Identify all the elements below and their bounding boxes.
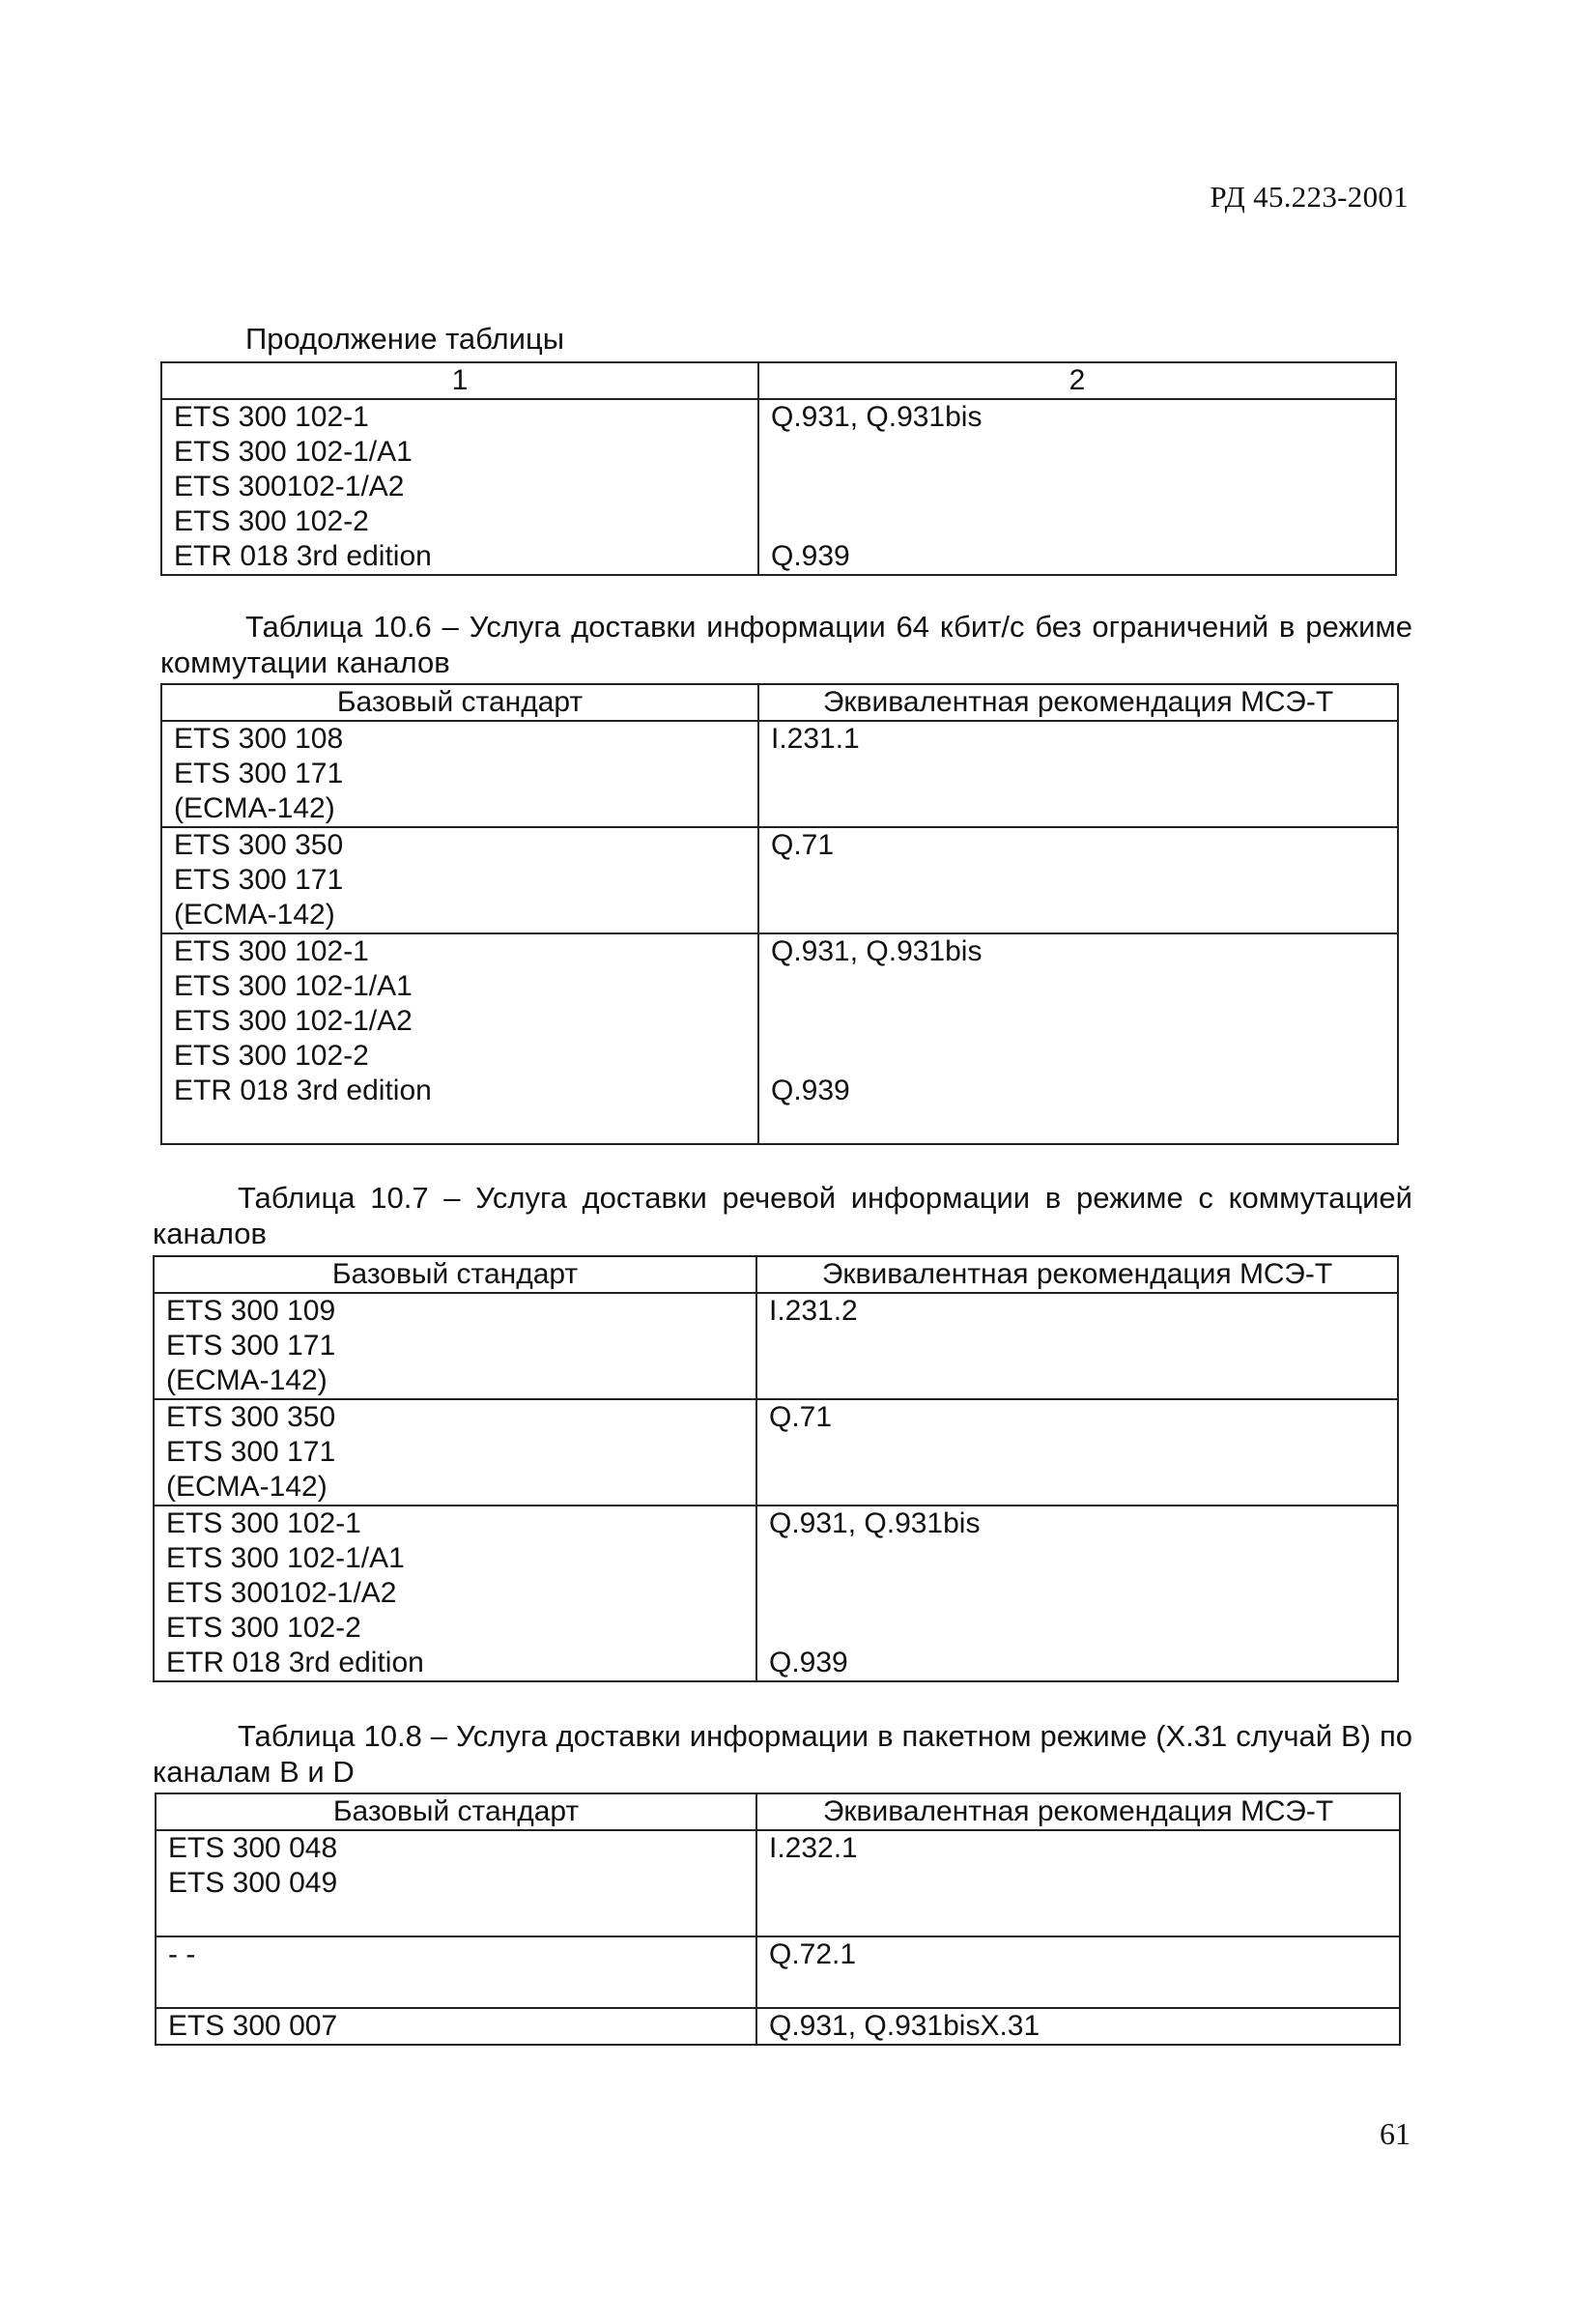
table-continuation [160,361,1397,576]
base-standard-cell [154,1293,756,1399]
cell-line: ETS 300 007 [168,2010,338,2042]
table-row [161,399,1396,575]
cell-line [769,1611,1385,1646]
cell-line: ETS 300 102-1/A2 [174,1005,413,1037]
cell-line: I.231.2 [769,1295,858,1327]
table-row [161,721,1398,827]
recommendation-cell [758,827,1398,933]
cell-line: Q.71 [769,1401,833,1433]
cell-line: ETS 300 102-1/A1 [166,1542,405,1574]
cell-line: Q.931, Q.931bis [771,401,983,433]
cell-line: ETR 018 3rd edition [166,1647,424,1678]
cell-line: ETS 300 350 [166,1401,336,1433]
page-number: 61 [1380,2116,1411,2151]
cell-line [771,969,1385,1004]
column-header: 2 [758,362,1396,399]
cell-line [771,504,1383,539]
cell-line: ETS 300 102-2 [166,1612,361,1644]
table-row [156,1936,1400,2008]
cell-line [168,1901,744,1936]
cell-line: ETS 300 350 [174,829,344,861]
cell-line: (ECMA-142) [174,899,335,931]
base-standard-cell [156,2008,756,2045]
column-header-itu-recommendation: Эквивалентная рекомендация МСЭ-Т [756,1793,1400,1830]
cell-line: ETS 300 102-1 [166,1507,361,1539]
table-10-6 [160,683,1399,1145]
cell-line: Q.931, Q.931bis [769,1507,981,1539]
cell-line: ETS 300 102-1/A1 [174,970,413,1002]
table-10-6-caption: Таблица 10.6 – Услуга доставки информации 64 кбит/с без ограничений в режиме коммутации каналов [160,610,1412,679]
cell-line [771,470,1383,504]
cell-line: ETS 300 171 [166,1436,336,1468]
table-10-8 [155,1792,1401,2046]
cell-line [168,1972,744,2007]
column-header-itu-recommendation: Эквивалентная рекомендация МСЭ-Т [758,684,1398,721]
base-standard-cell [156,1936,756,2008]
cell-line: (ECMA-142) [166,1364,328,1396]
column-header: 1 [161,362,758,399]
recommendation-cell [758,721,1398,827]
column-header-base-standard: Базовый стандарт [156,1793,756,1830]
table-row [161,933,1398,1144]
base-standard-cell [161,399,758,575]
cell-line [771,1039,1385,1074]
table-cont-caption: Продолжение таблицы [245,322,564,356]
cell-line: Q.72.1 [769,1938,857,1970]
column-header-base-standard: Базовый стандарт [154,1256,756,1293]
cell-line [769,1470,1385,1505]
cell-line: ETS 300 102-1 [174,401,369,433]
base-standard-cell [154,1399,756,1506]
cell-line: ETS 300102-1/A2 [166,1577,397,1609]
cell-line: ETS 300 109 [166,1295,336,1327]
cell-line: Q.939 [769,1647,848,1678]
document-code: РД 45.223-2001 [1210,180,1409,214]
cell-line: I.231.1 [771,723,860,755]
table-10-7-caption: Таблица 10.7 – Услуга доставки речевой информации в режиме с коммутацией каналов [153,1181,1412,1250]
cell-line [771,435,1383,470]
cell-line: Q.939 [771,1075,850,1106]
table-10-7 [153,1255,1399,1682]
table-row [156,1830,1400,1936]
column-header-base-standard: Базовый стандарт [161,684,758,721]
cell-line: Q.939 [771,540,850,572]
cell-line: I.232.1 [769,1832,858,1864]
base-standard-cell [154,1506,756,1681]
cell-line [769,1866,1387,1901]
cell-line [771,898,1385,932]
base-standard-cell [161,827,758,933]
cell-line: ETS 300 108 [174,723,344,755]
base-standard-cell [161,721,758,827]
cell-line [769,1576,1385,1611]
recommendation-cell [756,1936,1400,2008]
cell-line [771,1108,1385,1143]
base-standard-cell [156,1830,756,1936]
cell-line [769,1329,1385,1363]
cell-line: Q.71 [771,829,835,861]
cell-line: Q.931, Q.931bisX.31 [769,2010,1040,2042]
cell-line [769,1435,1385,1470]
recommendation-cell [756,1293,1398,1399]
table-row [156,2008,1400,2045]
table-row [154,1399,1398,1506]
cell-line: ETS 300 048 [168,1832,338,1864]
cell-line: Q.931, Q.931bis [771,935,983,967]
cell-line: - - [168,1938,196,1970]
cell-line [769,1363,1385,1398]
table-row [154,1293,1398,1399]
cell-line [771,863,1385,898]
cell-line [769,1901,1387,1936]
cell-line [771,757,1385,791]
recommendation-cell [756,1830,1400,1936]
cell-line: ETS 300 102-1 [174,935,369,967]
base-standard-cell [161,933,758,1144]
cell-line: ETS 300102-1/A2 [174,471,405,502]
recommendation-cell [756,1399,1398,1506]
cell-line: ETS 300 171 [174,758,344,789]
cell-line: ETR 018 3rd edition [174,540,432,572]
cell-line: ETS 300 171 [174,864,344,896]
cell-line: ETR 018 3rd edition [174,1075,432,1106]
recommendation-cell [758,933,1398,1144]
column-header-itu-recommendation: Эквивалентная рекомендация МСЭ-Т [756,1256,1398,1293]
cell-line: (ECMA-142) [166,1471,328,1503]
table-row [154,1506,1398,1681]
cell-line [771,791,1385,826]
cell-line [769,1541,1385,1576]
cell-line [174,1108,746,1143]
cell-line: ETS 300 102-2 [174,505,369,537]
cell-line: ETS 300 049 [168,1867,338,1899]
cell-line: ETS 300 102-1/A1 [174,436,413,468]
cell-line [771,1004,1385,1039]
recommendation-cell [756,1506,1398,1681]
cell-line: ETS 300 102-2 [174,1040,369,1072]
recommendation-cell [758,399,1396,575]
cell-line: ETS 300 171 [166,1330,336,1362]
cell-line [769,1972,1387,2007]
recommendation-cell [756,2008,1400,2045]
table-row [161,827,1398,933]
cell-line: (ECMA-142) [174,792,335,824]
table-10-8-caption: Таблица 10.8 – Услуга доставки информации в пакетном режиме (X.31 случай B) по каналам B и D [153,1719,1412,1789]
